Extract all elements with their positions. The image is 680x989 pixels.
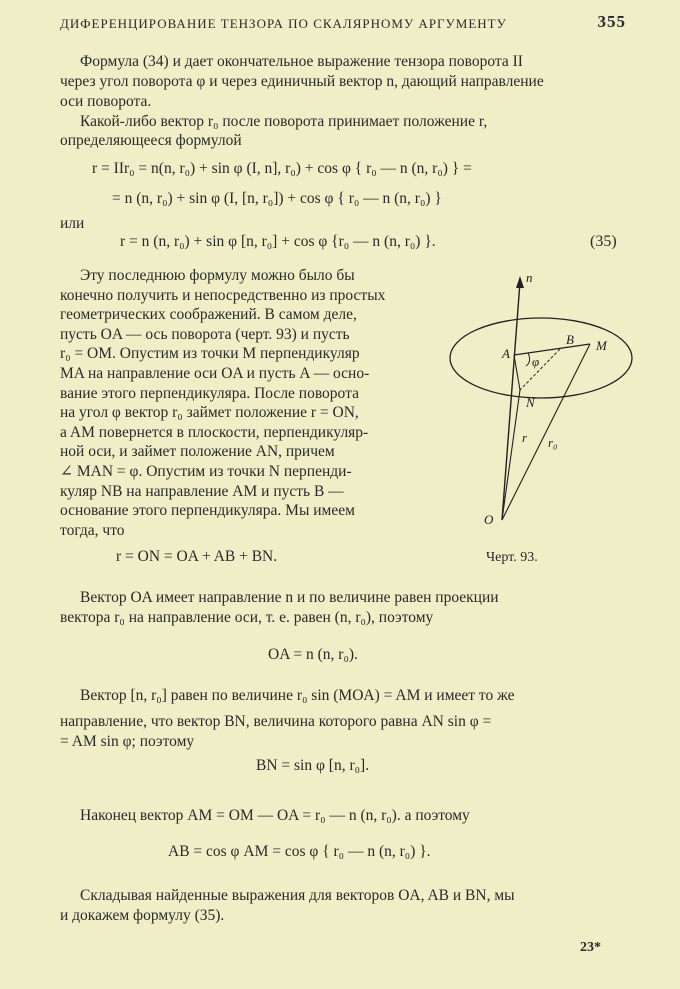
p1-line1: Формула (34) и дает окончательное выражение тензора поворота II <box>80 53 523 70</box>
label-O: O <box>484 512 494 527</box>
label-r0: r₀ <box>548 435 558 450</box>
equation-1: r = IIr₀ = n(n, r₀) + sin φ (I, n], r₀) + cos φ { r₀ — n (n, r₀) } = <box>92 160 472 177</box>
label-B: B <box>566 332 574 347</box>
p6: Наконец вектор AM = OM — OA = r₀ — n (n, r₀). а поэтому <box>80 807 470 824</box>
figure-caption: Черт. 93. <box>486 550 538 565</box>
p3-line: на угол φ вектор r₀ займет положение r = ON, <box>60 404 359 422</box>
p5-line2: направление, что вектор BN, величина которого равна AN sin φ = <box>60 713 492 730</box>
p3-line: вание этого перпендикуляра. После поворота <box>60 384 359 402</box>
p3-line: Эту последнюю формулу можно было бы <box>80 267 355 284</box>
label-r: r <box>522 430 528 445</box>
equation-2: = n (n, r₀) + sin φ (I, [n, r₀]) + cos φ { r₀ — n (n, r₀) } <box>112 190 442 207</box>
page-number: 355 <box>597 12 626 31</box>
p5-line3: = AM sin φ; поэтому <box>60 733 195 750</box>
equation-35-number: (35) <box>590 233 617 250</box>
p3-line: конечно получить и непосредственно из простых <box>60 286 386 304</box>
p3-line: a AM повернется в плоскости, перпендикуляр- <box>60 423 369 441</box>
label-phi: φ <box>532 354 540 369</box>
p3-line: тогда, что <box>60 521 125 539</box>
p1-line2: через угол поворота φ и через единичный вектор n, дающий направление <box>60 73 544 90</box>
p3-line: основание этого перпендикуляра. Мы имеем <box>60 502 355 520</box>
p3-line: ∠ MAN = φ. Опустим из точки N перпенди- <box>60 463 352 480</box>
figure-93 <box>440 262 650 542</box>
p3-line: пусть OA — ось поворота (черт. 93) и пусть <box>60 325 350 343</box>
equation-on: r = ON = OA + AB + BN. <box>116 548 278 565</box>
p3-line: r₀ = OM. Опустим из точки M перпендикуляр <box>60 345 360 363</box>
running-header <box>60 12 626 38</box>
signature-mark: 23* <box>580 940 601 955</box>
p1-line3: оси поворота. <box>60 93 152 110</box>
p3-line: ной оси, и займет положение AN, причем <box>60 443 335 461</box>
p3-line: MA на направление оси OA и пусть A — осно- <box>60 365 370 382</box>
header-title: ДИФЕРЕНЦИРОВАНИЕ ТЕНЗОРА ПО СКАЛЯРНОМУ АРГУМЕНТУ <box>60 16 507 31</box>
equation-ab: AB = cos φ AM = cos φ { r₀ — n (n, r₀) }. <box>168 843 431 860</box>
p2-line2: определяющееся формулой <box>60 132 242 149</box>
equation-35: r = n (n, r₀) + sin φ [n, r₀] + cos φ {r₀ — n (n, r₀) }. <box>120 233 436 250</box>
p5-line1: Вектор [n, r₀] равен по величине r₀ sin (MOA) = AM и имеет то же <box>80 687 515 704</box>
p4-line1: Вектор OA имеет направление n и по величине равен проекции <box>80 589 499 606</box>
p3-line: геометрических соображений. В самом деле, <box>60 306 357 324</box>
label-A: A <box>502 346 510 361</box>
p2-line1: Какой-либо вектор r₀ после поворота принимает положение r, <box>80 113 488 130</box>
equation-oa: OA = n (n, r₀). <box>268 646 358 663</box>
label-M: M <box>596 338 607 353</box>
label-N: N <box>526 395 535 410</box>
p7-line2: и докажем формулу (35). <box>60 907 225 924</box>
label-n: n <box>526 270 533 285</box>
word-ili: или <box>60 215 85 232</box>
p7-line1: Складывая найденные выражения для векторов OA, AB и BN, мы <box>80 887 515 904</box>
p3-line: куляр NB на направление AM и пусть B — <box>60 482 344 500</box>
p4-line2: вектора r₀ на направление оси, т. е. равен (n, r₀), поэтому <box>60 609 434 626</box>
equation-bn: BN = sin φ [n, r₀]. <box>256 757 370 774</box>
